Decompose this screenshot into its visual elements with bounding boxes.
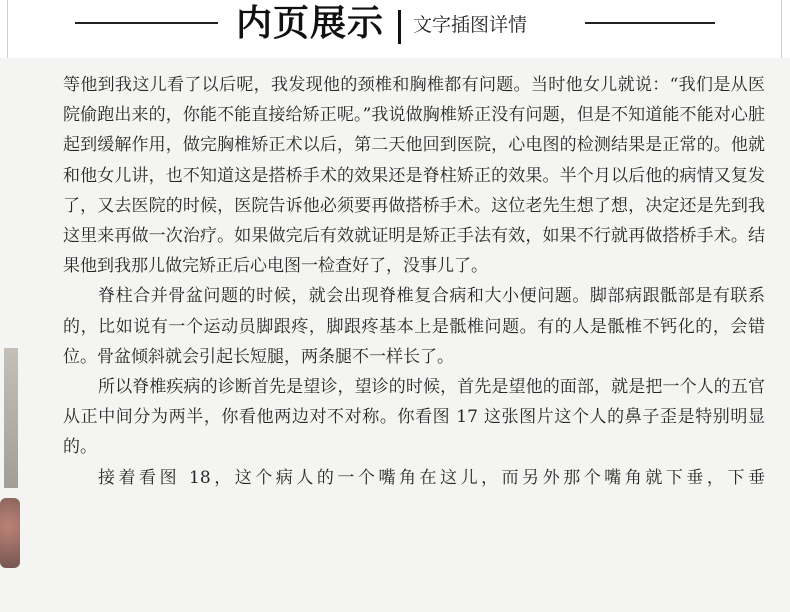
paragraph-2: 脊柱合并骨盆问题的时候，就会出现脊椎复合病和大小便问题。脚部病跟骶部是有联系的，比如说有一个运动员脚跟疼，脚跟疼基本上是骶椎问题。有的人是骶椎不钙化的，会错位。骨盆倾斜就会引起长短腿，两条腿不一样长了。	[63, 286, 765, 367]
header-rule-left	[75, 22, 218, 24]
header-title: 内页展示	[236, 3, 385, 44]
paragraph-3: 所以脊椎疾病的诊断首先是望诊，望诊的时候，首先是望他的面部，就是把一个人的五官从正中间分为两半，你看他两边对不对称。你看图 17 这张图片这个人的鼻子歪是特别明显的。	[63, 377, 765, 458]
header-rule-right	[585, 22, 715, 24]
header-divider	[398, 10, 401, 44]
book-spine-edge	[0, 348, 22, 598]
book-page-photo	[0, 58, 790, 612]
paragraph-1: 等他到我这儿看了以后呢，我发现他的颈椎和胸椎都有问题。当时他女儿就说：“我们是从医院偷跑出来的，你能不能直接给矫正呢。”我说做胸椎矫正没有问题，但是不知道能不能对心脏起到缓解作用，做完胸椎矫正术以后，第二天他回到医院，心电图的检测结果是正常的。他就和他女儿讲，也不知道这是搭桥手术的效果还是脊柱矫正的效果。半个月以后他的病情又复发了，又去医院的时候，医院告诉他必须要再做搭桥手术。这位老先生想了想，决定还是先到我这里来再做一次治疗。如果做完后有效就证明是矫正手法有效，如果不行就再做搭桥手术。结果他到我那儿做完矫正后心电图一检查好了，没事儿了。	[63, 75, 765, 277]
section-header	[0, 0, 790, 54]
paragraph-4: 接着看图 18，这个病人的一个嘴角在这儿，而另外那个嘴角就下垂，下垂	[98, 467, 765, 488]
header-subtitle: 文字插图详情	[413, 14, 528, 36]
page-text	[63, 70, 765, 493]
